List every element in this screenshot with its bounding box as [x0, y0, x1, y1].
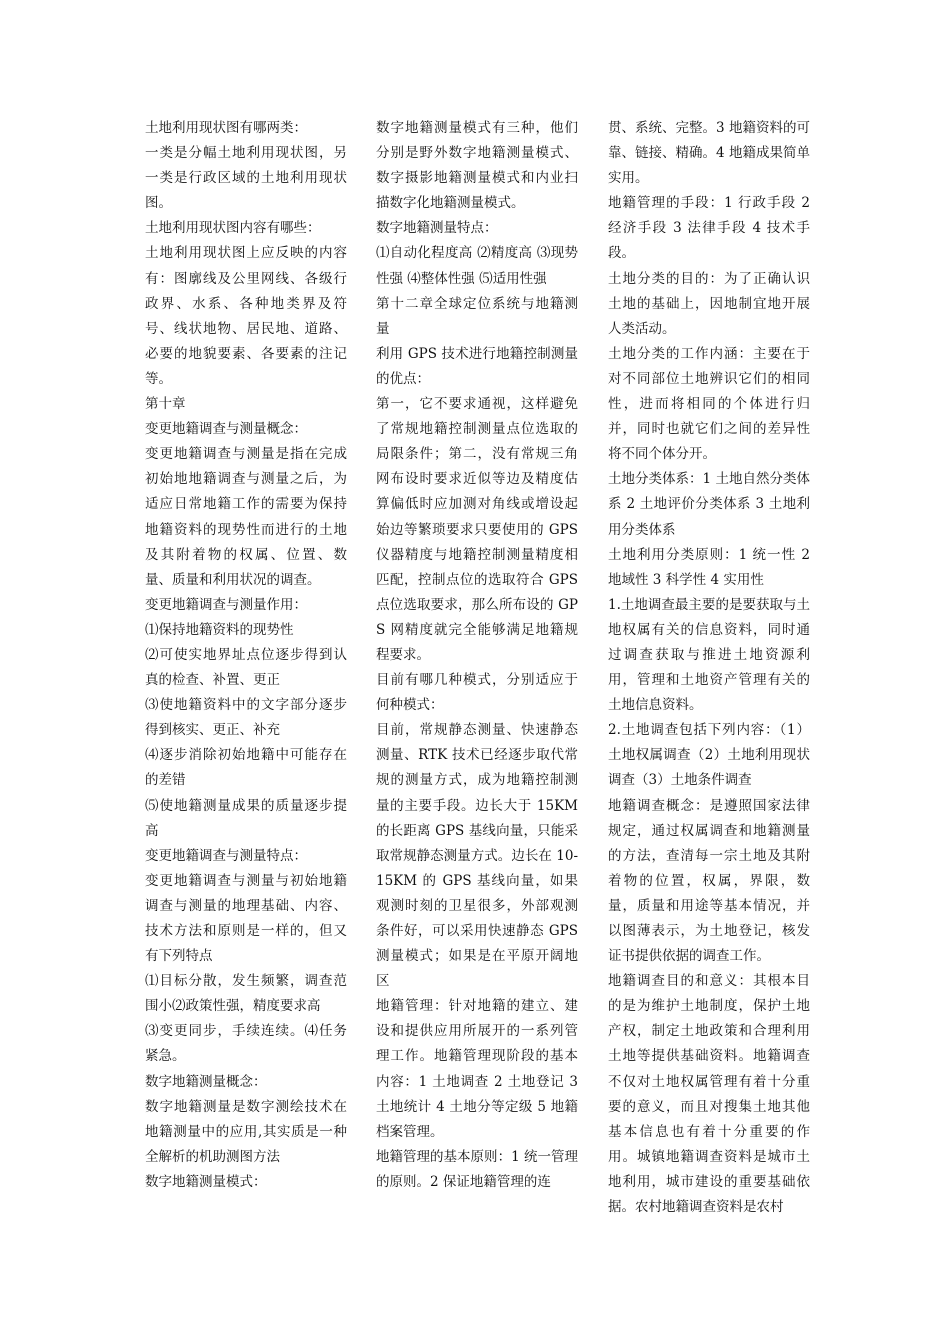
paragraph: 一类是分幅土地利用现状图，另一类是行政区域的土地利用现状图。 [145, 145, 347, 212]
chapter-heading: 第十二章全球定位系统与地籍测量 [376, 295, 578, 337]
paragraph: 目前，常规静态测量、快速静态测量、RTK 技术已经逐步取代常规的测量方式，成为地籍控制测量的主要手段。边长大于 15KM 的长距离 GPS 基线向量，只能采取常规静态测量方式。边长在 10-15KM 的 GPS 基线向量，如果观测时刻的卫星很多，外部观测条件好，可以采用快速静态 GPS 测量模式；如果是在平原开阔地区 [376, 722, 578, 990]
paragraph: 地籍调查目的和意义：其根本目的是为维护土地制度，保护土地产权，制定土地政策和合理利用土地等提供基础资料。地籍调查不仅对土地权属管理有着十分重要的意义，而且对搜集土地其他基本信息也有着十分重要的作用。城镇地籍调查资料是城市土地利用，城市建设的重要基础依据。农村地籍调查资料是农村 [608, 973, 810, 1216]
list-item: ⑶变更同步，手续连续。⑷任务紧急。 [145, 1023, 347, 1065]
paragraph: 地籍管理的手段：1 行政手段 2 经济手段 3 法律手段 4 技术手段。 [608, 195, 810, 262]
paragraph: 数字地籍测量模式有三种，他们分别是野外数字地籍测量模式、数字摄影地籍测量模式和内业扫描数字化地籍测量模式。 [376, 120, 578, 212]
list-item: ⑵可使实地界址点位逐步得到认真的检查、补置、更正 [145, 646, 347, 689]
paragraph: 贯、系统、完整。3 地籍资料的可靠、链接、精确。4 地籍成果简单实用。 [608, 120, 810, 187]
paragraph: 数字地籍测量是数字测绘技术在地籍测量中的应用,其实质是一种全解析的机助测图方法 [145, 1098, 347, 1165]
paragraph: 土地分类体系：1 土地自然分类体系 2 土地评价分类体系 3 土地利用分类体系 [608, 471, 810, 538]
text-column-3 [608, 116, 810, 1220]
paragraph: 变更地籍调查与测量是指在完成初始地地籍调查与测量之后，为适应日常地籍工作的需要为保持地籍资料的现势性而进行的土地及其附着物的权属、位置、数量、质量和利用状况的调查。 [145, 446, 347, 588]
paragraph: 土地利用现状图上应反映的内容有：图廓线及公里网线、各级行政界、水系、各种地类界及符号、线状地物、居民地、道路、必要的地貌要素、各要素的注记等。 [145, 245, 347, 387]
paragraph: 目前有哪几种模式，分别适应于何种模式： [376, 672, 578, 714]
paragraph: 地籍管理的基本原则：1 统一管理的原则。2 保证地籍管理的连 [376, 1148, 578, 1190]
list-item: ⑷逐步消除初始地籍中可能存在的差错 [145, 747, 347, 789]
paragraph: 土地分类的工作内涵：主要在于对不同部位土地辨识它们的相同性，进而将相同的个体进行归并，同时也就它们之间的差异性将不同个体分开。 [608, 345, 810, 463]
list-item: ⑸使地籍测量成果的质量逐步提高 [145, 797, 347, 839]
paragraph: 地籍调查概念：是遵照国家法律规定，通过权属调查和地籍测量的方法，查清每一宗土地及其附着物的位置，权属，界限，数量，质量和用途等基本情况，并以图薄表示，为土地登记，核发证书提供依据的调查工作。 [608, 797, 810, 965]
list-item: ⑴保持地籍资料的现势性 [145, 621, 294, 638]
list-item: ⑴目标分散，发生频繁，调查范围小⑵政策性强，精度要求高 [145, 973, 347, 1015]
paragraph: 变更地籍调查与测量作用： [145, 596, 307, 613]
paragraph: 地籍管理：针对地籍的建立、建设和提供应用所展开的一系列管理工作。地籍管理现阶段的基本内容：1 土地调查 2 土地登记 3 土地统计 4 土地分等定级 5 地籍档案管理。 [376, 998, 578, 1140]
paragraph: 2.土地调查包括下列内容：（1）土地权属调查（2）土地利用现状调查（3）土地条件调查 [608, 722, 810, 789]
paragraph: 数字地籍测量概念： [145, 1073, 267, 1090]
paragraph: 利用 GPS 技术进行地籍控制测量的优点： [376, 345, 578, 387]
list-item: ⑴自动化程度高 ⑵精度高 ⑶现势性强 ⑷整体性强 ⑸适用性强 [376, 245, 578, 287]
paragraph: 1.土地调查最主要的是要获取与土地权属有关的信息资料，同时通过调查获取与推进土地资源利用，管理和土地资产管理有关的土地信息资料。 [608, 596, 810, 714]
paragraph: 数字地籍测量模式： [145, 1173, 267, 1190]
paragraph: 第一，它不要求通视，这样避免了常规地籍控制测量点位选取的局限条件；第二，没有常规三角网布设时要求近似等边及精度估算偏低时应加测对角线或增设起始边等繁琐要求只要使用的 GPS 仪器精度与地籍控制测量精度相匹配，控制点位的选取符合 GPS 点位选取要求，那么所布设的 GPS 网精度就完全能够满足地籍规程要求。 [376, 396, 578, 663]
paragraph: 变更地籍调查与测量特点： [145, 847, 307, 864]
paragraph: 变更地籍调查与测量与初始地籍调查与测量的地理基础、内容、技术方法和原则是一样的，但又有下列特点 [145, 872, 347, 965]
paragraph: 变更地籍调查与测量概念： [145, 421, 307, 438]
paragraph: 数字地籍测量特点： [376, 220, 498, 237]
paragraph: 土地利用分类原则：1 统一性 2 地域性 3 科学性 4 实用性 [608, 546, 810, 588]
paragraph: 土地利用现状图内容有哪些： [145, 220, 321, 237]
chapter-heading: 第十章 [145, 396, 186, 413]
text-column-2 [376, 116, 578, 1195]
paragraph: 土地分类的目的：为了正确认识土地的基础上，因地制宜地开展人类活动。 [608, 270, 810, 337]
text-column-1 [145, 116, 347, 1195]
paragraph: 土地利用现状图有哪两类： [145, 120, 307, 136]
list-item: ⑶使地籍资料中的文字部分逐步得到核实、更正、补充 [145, 697, 347, 739]
